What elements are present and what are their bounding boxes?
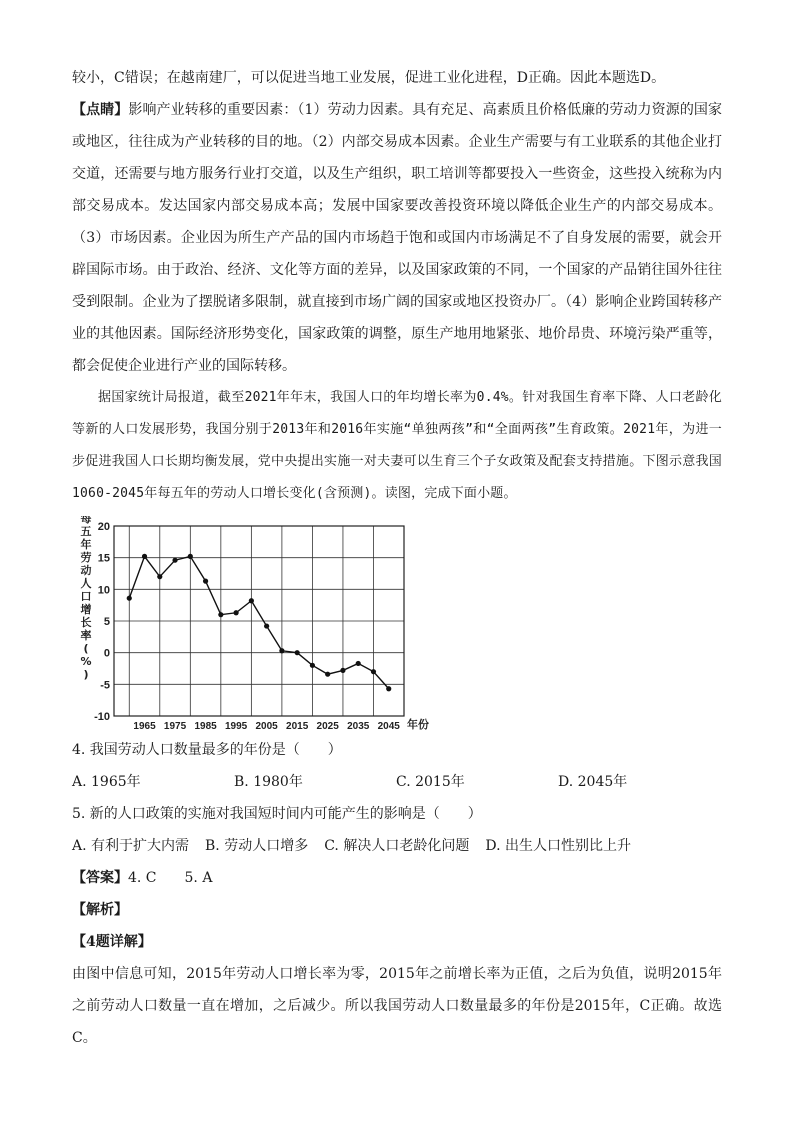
paragraph-tip: [72, 94, 722, 382]
y-axis-label-char: %: [80, 655, 92, 668]
q4-option-a[interactable]: A. 1965年: [72, 774, 141, 790]
x-tick-label: 1985: [194, 721, 217, 732]
x-tick-label: 2005: [255, 721, 278, 732]
data-point: [172, 558, 177, 563]
paragraph-question-intro: 据国家统计局报道，截至2021年年末，我国人口的年均增长率为0.4%。针对我国生育率下降、人口老龄化等新的人口发展形势，我国分别于2013年和2016年实施“单独两孩”和“全面两孩”生育政策。2021年，为进一步促进我国人口长期均衡发展，党中央提出实施一对夫妻可以生育三个子女政策及配套支持措施。下图示意我国1060-2045年每五年的劳动人口增长变化(含预测)。读图，完成下面小题。: [72, 390, 722, 501]
q4-option-b[interactable]: B. 1980年: [234, 774, 303, 790]
q5-option-b[interactable]: B. 劳动人口增多: [205, 838, 309, 854]
x-tick-label: 1965: [133, 721, 156, 732]
x-tick-label: 2015: [286, 721, 309, 732]
data-point: [264, 623, 269, 628]
y-tick-label: -5: [100, 679, 110, 692]
x-tick-label: 1995: [224, 721, 248, 732]
data-point: [127, 596, 132, 601]
data-point: [325, 672, 330, 677]
y-axis-label-char: 劳: [80, 551, 92, 564]
x-tick-label: 2045: [377, 721, 400, 732]
data-point: [386, 686, 391, 691]
tip-text: 影响产业转移的重要因素：（1）劳动力因素。具有充足、高素质且价格低廉的劳动力资源的国家或地区，往往成为产业转移的目的地。（2）内部交易成本因素。企业生产需要与有工业联系的其他企业打交道，还需要与地方服务行业打交道，以及生产组织，职工培训等都要投入一些资金，这些投入统称为内部交易成本。发达国家内部交易成本高；发展中国家要改善投资环境以降低企业生产的内部交易成本。（3）市场因素。企业因为所生产产品的国内市场趋于饱和或国内市场满足不了自身发展的需要，就会开辟国际市场。由于政治、经济、文化等方面的差异，以及国家政策的不同，一个国家的产品销往国外往往受到限制。企业为了摆脱诸多限制，就直接到市场广阔的国家或地区投资办厂。（4）影响企业跨国转移产业的其他因素。国际经济形势变化，国家政策的调整，原生产地用地紧张、地价昂贵、环境污染严重等，都会促使企业进行产业的国际转移。: [72, 102, 723, 374]
y-axis-label-char: 率: [80, 629, 92, 642]
labor-growth-chart-svg: [72, 516, 452, 734]
y-axis-label-char: 增: [80, 603, 92, 616]
y-axis-label-char: 口: [80, 590, 92, 603]
document-page: [72, 62, 722, 1054]
q4-option-d[interactable]: D. 2045年: [558, 774, 628, 790]
question-4-options: [72, 766, 722, 798]
data-point: [295, 650, 300, 655]
detail-4-text: 由图中信息可知，2015年劳动人口增长率为零，2015年之前增长率为正值，之后为负值，说明2015年之前劳动人口数量一直在增加，之后减少。所以我国劳动人口数量最多的年份是2015年，C正确。故选C。: [72, 966, 722, 1046]
data-point: [340, 668, 345, 673]
data-point: [279, 648, 284, 653]
y-axis-label-char: 长: [80, 616, 92, 629]
data-point: [142, 554, 147, 559]
y-axis-label-char: ): [83, 668, 89, 681]
data-point: [249, 598, 254, 603]
y-axis-label-char: 每: [80, 516, 92, 525]
y-tick-label: -10: [94, 711, 110, 723]
series-line: [129, 556, 388, 688]
question-5-stem: 5. 新的人口政策的实施对我国短时间内可能产生的影响是（ ）: [72, 806, 482, 822]
q5-option-c[interactable]: C. 解决人口老龄化问题: [324, 838, 470, 854]
data-point: [203, 579, 208, 584]
y-axis-label-char: 人: [80, 577, 92, 590]
detail-4-mark: 【4题详解】: [72, 934, 152, 950]
q5-option-d[interactable]: D. 出生人口性别比上升: [485, 838, 631, 854]
answer-mark: 【答案】: [72, 870, 128, 886]
analysis-line: [72, 894, 722, 926]
data-point: [371, 669, 376, 674]
tip-mark: 【点睛】: [72, 102, 129, 118]
detail-4-heading: [72, 926, 722, 958]
x-tick-label: 2035: [347, 721, 370, 732]
y-tick-label: 20: [97, 521, 110, 533]
data-point: [356, 661, 361, 666]
data-point: [188, 554, 193, 559]
question-4-stem: 4. 我国劳动人口数量最多的年份是（ ）: [72, 742, 342, 758]
y-tick-label: 15: [97, 552, 110, 565]
y-tick-label: 10: [97, 584, 110, 597]
paragraph-previous-answer: 较小，C错误；在越南建厂，可以促进当地工业发展，促进工业化进程，D正确。因此本题选D。: [72, 70, 666, 86]
data-point: [218, 612, 223, 617]
data-point: [157, 574, 162, 579]
analysis-mark: 【解析】: [72, 902, 128, 918]
q5-option-a[interactable]: A. 有利于扩大内需: [72, 838, 190, 854]
data-point: [234, 610, 239, 615]
x-tick-label: 2025: [316, 721, 339, 732]
answer-text: 4. C 5. A: [128, 870, 213, 886]
question-5-options: [72, 830, 722, 862]
y-tick-label: 0: [103, 647, 110, 660]
y-axis-label-char: 动: [80, 564, 92, 577]
x-axis-label: 年份: [407, 718, 429, 731]
y-axis-label-char: 五: [80, 525, 92, 538]
q4-option-c[interactable]: C. 2015年: [396, 774, 465, 790]
y-axis-label-char: (: [83, 642, 89, 655]
labor-growth-chart: [72, 516, 452, 734]
data-point: [310, 663, 315, 668]
x-tick-label: 1975: [163, 721, 187, 732]
answer-line: [72, 862, 722, 894]
y-axis-label-char: 年: [80, 538, 92, 551]
y-tick-label: 5: [103, 616, 110, 628]
